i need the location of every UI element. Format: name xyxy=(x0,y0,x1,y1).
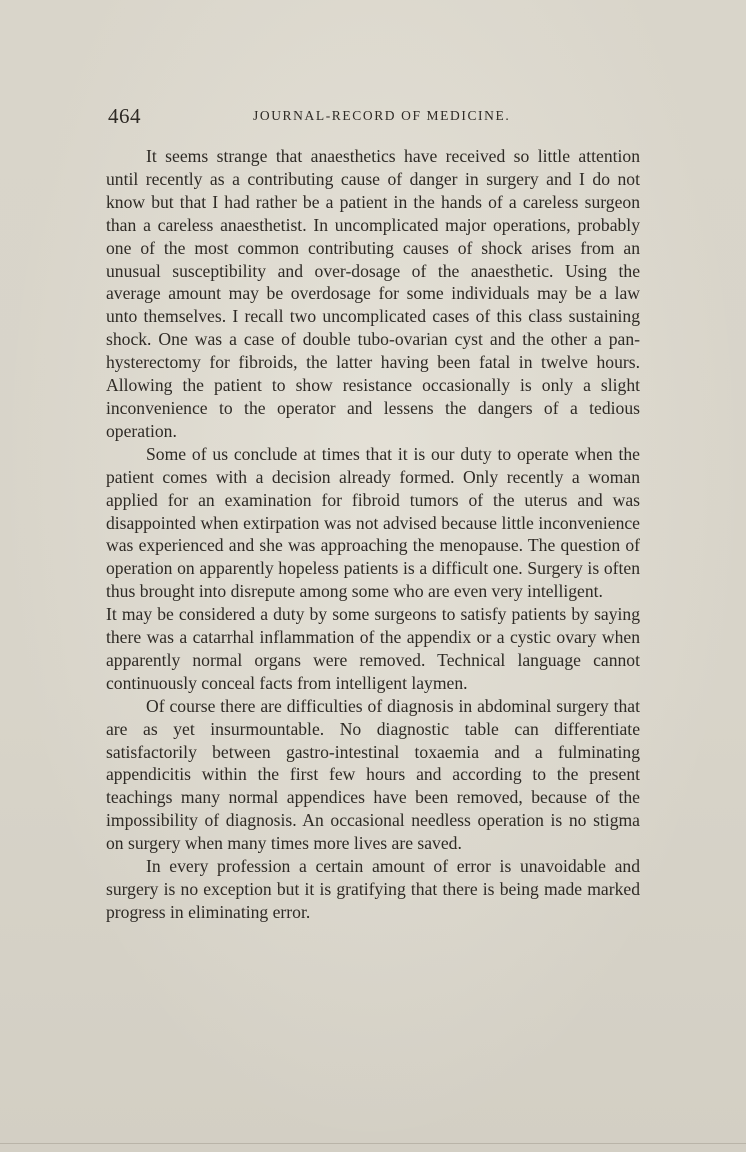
paragraph: Of course there are difficulties of diagnosis in abdominal surgery that are as yet insurmountable. No diagnostic table can differentiate satisfactorily between gastro-intestinal toxaemia and a fulminating appendicitis within the first few hours and according to the present teachings many normal appendices have been removed, because of the impossibility of diagnosis. An occasional needless operation is no stigma on surgery when many times more lives are saved. xyxy=(106,695,640,854)
page-bottom-edge xyxy=(0,1143,746,1144)
page-header xyxy=(108,104,640,132)
running-head: JOURNAL-RECORD OF MEDICINE. xyxy=(253,108,511,123)
page-number: 464 xyxy=(108,104,141,128)
paragraph: It may be considered a duty by some surgeons to satisfy patients by saying there was a catarrhal inflammation of the appendix or a cystic ovary when apparently normal organs were removed. Technical language cannot continuously conceal facts from intelligent laymen. xyxy=(106,604,640,693)
paragraph: It seems strange that anaesthetics have received so little attention until recently as a contributing cause of danger in surgery and I do not know but that I had rather be a patient in the hands of a careless surgeon than a careless anaesthetist. In uncomplicated major operations, probably one of the most common contributing causes of shock arises from an unusual susceptibility and over-dosage of the anaesthetic. Using the average amount may be overdosage for some individuals may be a law unto themselves. I recall two uncomplicated cases of this class sustaining shock. One was a case of double tubo-ovarian cyst and the other a pan-hysterectomy for fibroids, the latter having been fatal in twelve hours. Allowing the patient to show resistance occasionally is only a slight inconvenience to the operator and lessens the dangers of a tedious operation. xyxy=(106,146,640,441)
paragraph: Some of us conclude at times that it is our duty to operate when the patient comes with a decision already formed. Only recently a woman applied for an examination for fibroid tumors of the uterus and was disappointed when extirpation was not advised because little inconvenience was experienced and she was approaching the menopause. The question of operation on apparently hopeless patients is a difficult one. Surgery is often thus brought into disrepute among some who are even very intelligent. xyxy=(106,443,640,602)
paragraph: In every profession a certain amount of error is unavoidable and surgery is no exception but it is gratifying that there is being made marked progress in eliminating error. xyxy=(106,856,640,922)
article-body xyxy=(106,145,640,924)
